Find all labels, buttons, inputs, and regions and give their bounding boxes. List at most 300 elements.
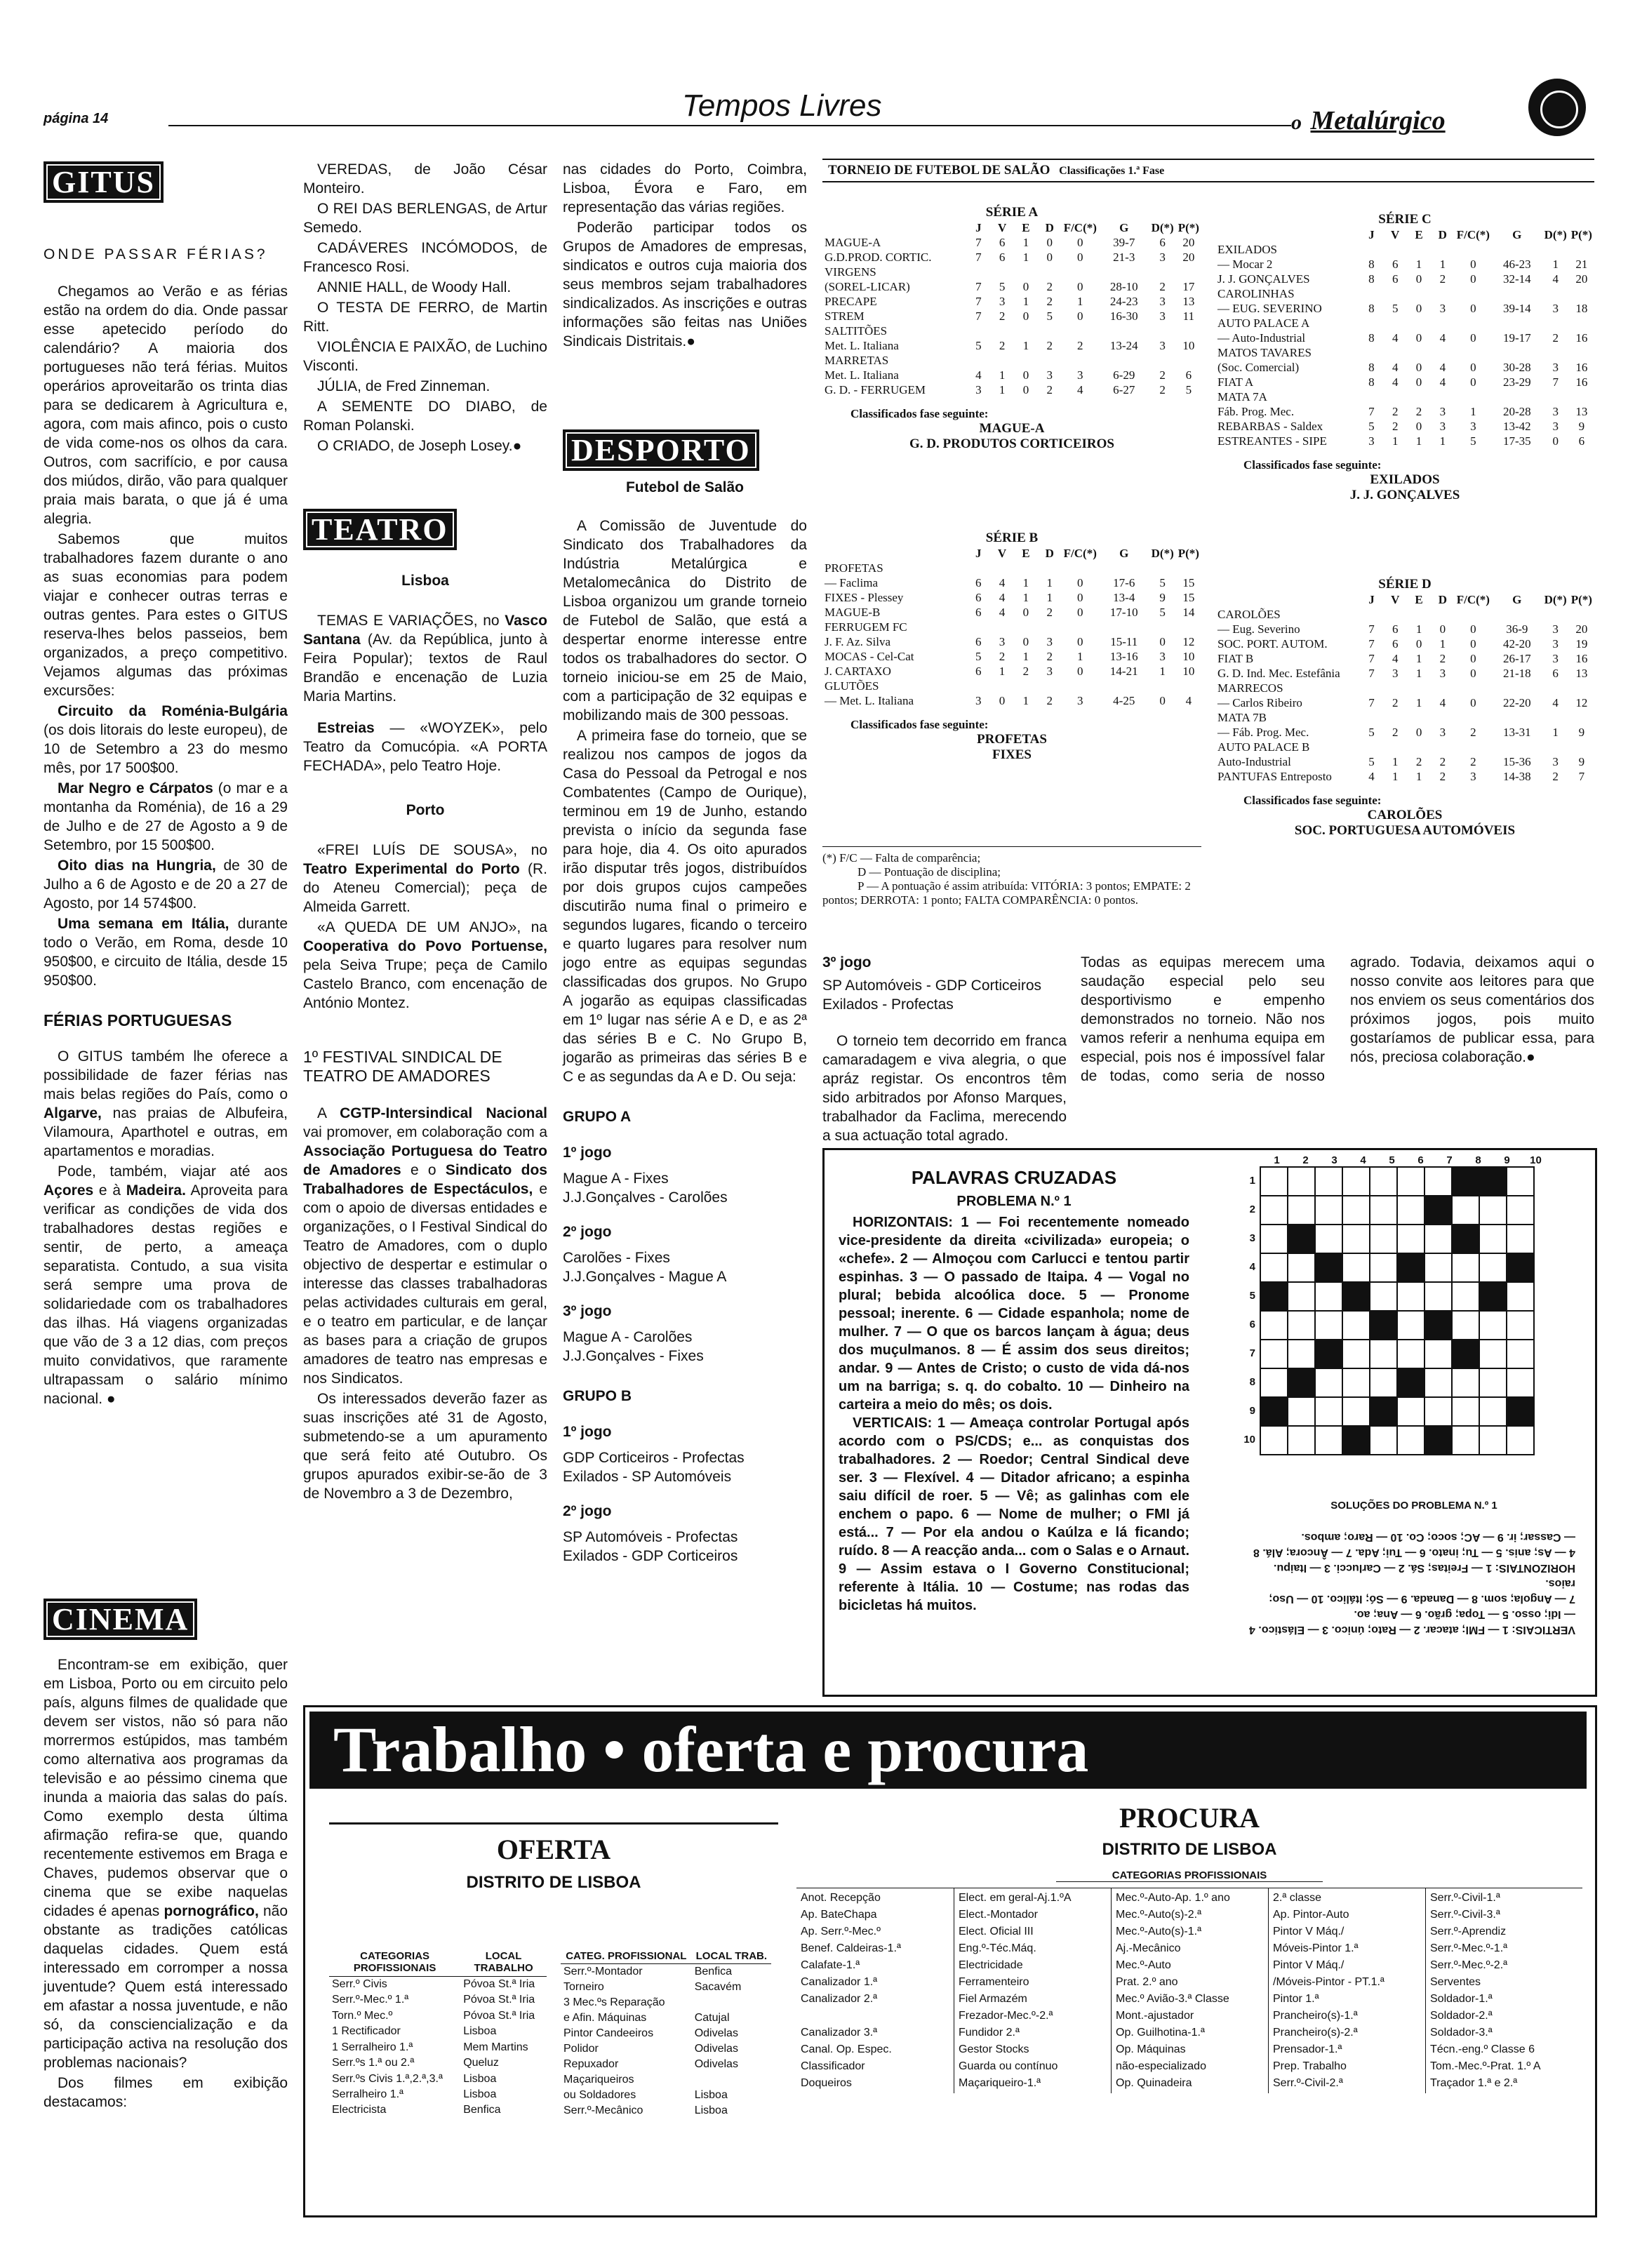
f1-f: Sindicato dos Trabalhadores de Espectáculos, [303,1162,547,1197]
list-item: Pintor 1.ª [1273,1993,1319,2005]
gb-jogo-1: 1º jogo [563,1424,612,1440]
gitus-heading: GITUS [44,161,164,203]
col-header: E [1022,221,1030,234]
table-row [822,575,1201,590]
team-name: — Auto-Industrial [1217,331,1306,345]
job-category: Maçariqueiros [563,2074,634,2086]
stat-cell: 1 [1552,726,1559,739]
stat-cell: 1 [1439,434,1446,448]
stat-cell: 0 [1470,696,1476,709]
stat-cell [1149,620,1176,634]
stat-cell [966,620,990,634]
stat-cell: 2 [1439,272,1446,286]
stat-cell [1360,286,1384,301]
black-cell [1315,1253,1342,1282]
stat-cell: 19-17 [1502,331,1531,345]
stat-cell: 15-11 [1110,635,1138,648]
stat-cell [1492,345,1542,360]
crossword-cell[interactable] [1315,1311,1342,1340]
list-item: Calafate-1.ª [801,1959,860,1971]
stat-cell [1542,316,1569,331]
trabalho-title: Trabalho • oferta e procura [333,1714,1089,1785]
crossword-cell[interactable] [1260,1426,1288,1455]
t3-a: «FREI LUÍS DE SOUSA», no [317,842,547,858]
stat-cell: 46-23 [1502,258,1531,271]
crossword-cell[interactable] [1424,1340,1452,1368]
job-location: Sacavém [694,1981,742,1993]
team-name: CAROLÕES [1217,608,1281,621]
stat-cell [1383,607,1407,622]
stat-cell [1062,323,1099,338]
crossword-cell[interactable] [1370,1340,1397,1368]
stat-cell: 0 [1470,622,1476,636]
procura-column [1268,1888,1425,2093]
crossword-cell[interactable] [1479,1426,1507,1455]
stat-cell [1062,620,1099,634]
table-row [329,2102,547,2119]
stat-cell [1038,561,1062,575]
stat-cell [1431,316,1455,331]
stat-cell: 5 [1159,576,1166,589]
stat-cell [1569,316,1594,331]
gb-match-2b: Exilados - GDP Corticeiros [563,1548,738,1564]
list-item: Serr.º-Civil-2.ª [1273,2077,1343,2089]
stat-cell: 6 [1185,368,1192,382]
stat-cell [1360,345,1384,360]
list-item: Eng.º-Téc.Máq. [959,1942,1036,1954]
crossword-cell[interactable] [1397,1311,1424,1340]
crossword-cell[interactable] [1452,1196,1479,1225]
list-item: Canal. Op. Espec. [801,2043,892,2055]
stat-cell: 13-24 [1109,339,1138,352]
table-row [561,1995,771,2010]
stat-cell: 0 [1415,272,1422,286]
stat-cell: 4 [1392,375,1399,389]
film-1: VEREDAS, de João César Monteiro. [303,161,547,196]
stat-cell: 3 [1439,405,1446,418]
stat-cell: 4 [1392,361,1399,374]
desporto-p1: A Comissão de Juventude do Sindicato dos Trabalhadores da Indústria Metalúrgica e Metalomecânica do Distrito de Lisboa organizou um grande torneio de Futebol de Salão, que está a despertar enorme interesse entre todos os trabalhadores do sector. O torneio iniciou-se em 25 de Maio, com a participação de 32 equipas e mobilizando mais de 300 pessoas. [563,518,807,723]
crossword-cell[interactable] [1342,1253,1370,1282]
crossword-cell[interactable] [1370,1253,1397,1282]
gitus-p1: Chegamos ao Verão e as férias estão na ordem do dia. Onde passar esse apetecido período do calendário? A maioria dos portugueses não terá férias. Muitos operários aproveitarão os trinta dias para se dedicarem à Agricultura e, agora, com mais afinco, pois o custo de vida come-nos os olhos da cara. Outros, com sacrifício, e por causa dos miúdos, dirão, vão para qualquer praia mais barata, o que já é uma alegria. [44,284,288,527]
serie-b [822,531,1201,763]
list-item: Serventes [1430,1976,1481,1988]
stat-cell: 2 [1159,280,1166,293]
desporto-sub: Futebol de Salão [625,479,745,495]
grid-row-number: 10 [1243,1434,1255,1446]
crossword-cell[interactable] [1288,1167,1315,1196]
crossword-cell[interactable] [1315,1426,1342,1455]
stat-cell: 16-30 [1109,309,1138,323]
crossword-cell[interactable] [1288,1311,1315,1340]
festival-continued [563,160,807,352]
stat-cell: 0 [1470,272,1476,286]
crossword-cell[interactable] [1288,1253,1315,1282]
stat-cell: 4 [1439,331,1446,345]
crossword-cell[interactable] [1342,1340,1370,1368]
solution-line-4: 4 — As; anis. 5 — Tu; inato. 6 — Tui; Ada. 7 — Âncora; Alá. 8 — Cassar; ir. 9 — AC; soco; Co. 10 — Raro; ambos. [1253,1531,1575,1559]
brand-logo [1291,97,1446,138]
crossword-cell[interactable] [1260,1253,1288,1282]
black-cell [1507,1397,1534,1426]
stat-cell [1149,353,1176,368]
crossword-cell[interactable] [1479,1196,1507,1225]
stat-cell [1038,620,1062,634]
crossword-cell[interactable] [1315,1225,1342,1253]
procura-column [796,1888,954,2093]
crossword-cell[interactable] [1397,1340,1424,1368]
crossword-cell[interactable] [1507,1225,1534,1253]
stat-cell [990,265,1014,279]
stat-cell: 1 [1159,665,1166,678]
legend-3: P — A pontuação é assim atribuída: VITÓRIA: 3 pontos; EMPATE: 2 pontos; DERROTA: 1 ponto; FALTA COMPARÊNCIA: 0 pontos. [822,879,1191,907]
crossword-cell[interactable] [1342,1196,1370,1225]
black-cell [1452,1225,1479,1253]
stat-cell: 3 [975,694,982,707]
crossword-cell[interactable] [1507,1282,1534,1311]
crossword-title: PALAVRAS CRUZADAS [911,1167,1117,1188]
crossword-cell[interactable] [1260,1340,1288,1368]
list-item: Mec.º-Auto-Ap. 1.º ano [1116,1892,1230,1904]
crossword-cell[interactable] [1479,1397,1507,1426]
table-row [1215,257,1594,272]
crossword-cell[interactable] [1397,1167,1424,1196]
crossword-cell[interactable] [1507,1340,1534,1368]
list-item: Fundidor 2.ª [959,2027,1020,2039]
header-rule [168,125,1291,126]
stat-cell [1542,345,1569,360]
grupo-b-title: GRUPO B [563,1388,632,1404]
union-seal-icon [1528,79,1586,136]
black-cell [1424,1426,1452,1455]
oferta-distrito: DISTRITO DE LISBOA [466,1873,641,1892]
stat-cell: 1 [1022,236,1029,249]
crossword-cell[interactable] [1288,1196,1315,1225]
legend-2: D — Pontuação de disciplina; [858,865,1001,879]
list-item: Prep. Trabalho [1273,2060,1347,2072]
col-header: F/C(*) [1063,221,1097,234]
stat-cell: 6 [1392,622,1399,636]
list-item: Soldador-2.ª [1430,2010,1493,2022]
stat-cell: 2 [1159,383,1166,396]
list-item: Pintor V Máq./ [1273,1926,1345,1937]
stat-cell: 7 [1368,652,1375,665]
job-category: Torn.º Mec.º [332,2009,393,2022]
grid-row-number: 1 [1249,1175,1255,1187]
grid-col-number: 4 [1360,1154,1366,1166]
table-row [822,693,1201,708]
table-row [822,338,1201,353]
table-row [822,620,1201,634]
table-row [329,2055,547,2071]
job-category: Pintor Candeeiros [563,2027,654,2039]
black-cell [1260,1397,1288,1426]
table-row [822,649,1201,664]
crossword-cell[interactable] [1315,1397,1342,1426]
team-name: — Carlos Ribeiro [1217,696,1302,709]
t3-c: (R. do Ateneu Comercial); peça de Almeida Garrett. [303,861,547,915]
team-name: Met. L. Italiana [825,368,899,382]
col-header: F/C(*) [1063,547,1097,560]
table-row [1215,636,1594,651]
stat-cell: 16 [1575,331,1588,345]
list-item: Ap. Serr.º-Mec.º [801,1926,881,1937]
grid-row-number: 5 [1249,1290,1255,1302]
stat-cell: 14-21 [1109,665,1138,678]
crossword-cell[interactable] [1260,1196,1288,1225]
oferta-h3: CATEG. PROFISSIONAL [561,1949,692,1964]
crossword-cell[interactable] [1342,1397,1370,1426]
team-name: J. J. GONÇALVES [1217,272,1310,286]
black-cell [1342,1426,1370,1455]
stat-cell: 23-29 [1502,375,1531,389]
job-category: Repuxador [563,2058,619,2070]
col-header: E [1022,547,1030,560]
crossword-cell[interactable] [1424,1368,1452,1397]
stat-cell [1360,681,1384,695]
stat-cell [1360,740,1384,754]
crossword-cell[interactable] [1397,1397,1424,1426]
stat-cell: 7 [1368,622,1375,636]
black-cell [1424,1196,1452,1225]
crossword-cell[interactable] [1260,1368,1288,1397]
next-phase-label: Classificados fase seguinte: [1243,458,1382,472]
crossword-cell[interactable] [1507,1167,1534,1196]
team-name: MAGUE-B [825,606,881,619]
crossword-cell[interactable] [1397,1196,1424,1225]
stat-cell: 39-7 [1113,236,1135,249]
crossword-cell[interactable] [1342,1167,1370,1196]
crossword-cell[interactable] [1342,1368,1370,1397]
stat-cell [1569,607,1594,622]
crossword-cell[interactable] [1370,1426,1397,1455]
team-name: FIAT A [1217,375,1254,389]
stat-cell: 6 [999,251,1006,264]
job-location: Póvoa St.ª Iria [463,1977,535,1990]
crossword-cell[interactable] [1479,1340,1507,1368]
stat-cell [1014,620,1038,634]
stat-cell: 2 [1046,650,1053,663]
stat-cell: 3 [1159,251,1166,264]
crossword-cell[interactable] [1507,1311,1534,1340]
stat-cell [1383,242,1407,257]
stat-cell [1455,316,1492,331]
crossword-cell[interactable] [1452,1368,1479,1397]
crossword-cell[interactable] [1424,1282,1452,1311]
stat-cell [1492,316,1542,331]
stat-cell [1569,740,1594,754]
team-name: MATA 7A [1217,390,1267,403]
stat-cell: 4 [999,591,1006,604]
stat-cell: 1 [1022,591,1029,604]
stat-cell: 15-36 [1502,755,1531,768]
table-row [822,250,1201,265]
crossword-cell[interactable] [1315,1196,1342,1225]
t2-a: Estreias [317,720,375,736]
crossword-cell[interactable] [1370,1167,1397,1196]
ga-match-2a: Carolões - Fixes [563,1250,670,1266]
stat-cell [990,323,1014,338]
stat-cell [1014,265,1038,279]
page-number: página 14 [44,111,109,126]
team-name: MATA 7B [1217,711,1267,724]
stat-cell: 7 [1578,770,1585,783]
table-row [822,664,1201,679]
f1-d: Associação Portuguesa do Teatro de Amadores [303,1143,547,1178]
stat-cell [1062,265,1099,279]
stat-cell [1455,345,1492,360]
crossword-cell[interactable] [1342,1225,1370,1253]
crossword-cell[interactable] [1370,1368,1397,1397]
team-name: VIRGENS [825,265,876,279]
table-row [561,1980,771,1995]
crossword-cell[interactable] [1507,1368,1534,1397]
crossword-cell[interactable] [1507,1196,1534,1225]
crossword-cell[interactable] [1424,1167,1452,1196]
crossword-cell[interactable] [1315,1368,1342,1397]
crossword-cell[interactable] [1452,1311,1479,1340]
job-location: Póvoa St.ª Iria [463,1994,535,2006]
list-item: Guarda ou contínuo [959,2060,1058,2072]
crossword-cell[interactable] [1479,1311,1507,1340]
stat-cell: 1 [1046,591,1053,604]
crossword-cell[interactable] [1370,1282,1397,1311]
t1-c: (Av. da República, junto à Feira Popular); textos de Raul Brandão e encenação de Luzia Maria Martins. [303,632,547,705]
stat-cell: 17-6 [1113,576,1135,589]
stat-cell: 2 [1392,696,1399,709]
crossword-cell[interactable] [1288,1426,1315,1455]
stat-cell: 0 [1415,420,1422,433]
ga-jogo-3: 3º jogo [563,1303,612,1319]
crossword-cell[interactable] [1479,1253,1507,1282]
cinema-p1 [44,1655,288,2072]
list-item: Elect. Oficial III [959,1926,1034,1937]
table-row [1215,404,1594,419]
crossword-cell[interactable] [1370,1225,1397,1253]
t4-b: Cooperativa do Povo Portuense, [303,938,547,954]
stat-cell: 0 [1415,331,1422,345]
table-row [1215,301,1594,316]
procura-title: PROCURA [1119,1802,1260,1834]
crossword-cell[interactable] [1397,1426,1424,1455]
col-header: D(*) [1151,221,1174,234]
team-name: — Met. L. Italiana [825,694,914,707]
procura-column [1425,1888,1582,2093]
stat-cell [1492,740,1542,754]
qualified-team: MAGUE-A [979,421,1045,436]
crossword-cell[interactable] [1424,1397,1452,1426]
list-item: Canalizador 3.ª [801,2027,878,2039]
stat-cell [1569,710,1594,725]
crossword-cell[interactable] [1424,1253,1452,1282]
crossword-cell[interactable] [1260,1167,1288,1196]
table-row [1215,622,1594,636]
team-name: Auto-Industrial [1217,755,1291,768]
f1-e: e o [401,1162,446,1178]
grid-row-number: 3 [1249,1232,1255,1244]
stat-cell: 7 [975,309,982,323]
vert-text: 1 — Ameaça controlar Portugal após acordo com o PS/CDS; e... as conquistas dos trabalhadores. 2 — Roedor; Central Sindical deve ser. 3 — Flexível. 4 — Ditador africano; a espinha saiu difícil de roer. 5 — Vê; as galinhas com ele enchem o papo. 6 — Nome de mulher; o FMI já está... 7 — Por ela andou o Kaúlza e lá ficando; ruído. 8 — A reacção anda... com o Salas e o Arnaut. 9 — Assim estava o I Governo Constitucional; referente à Itália. 10 — Costume; nas rodas das bicicletas há muitos. [839,1415,1189,1613]
stat-cell: 6 [975,576,982,589]
crossword-cell[interactable] [1397,1225,1424,1253]
stat-cell: 8 [1368,331,1375,345]
stat-cell: 2 [1439,770,1446,783]
job-location: Odivelas [694,2027,738,2039]
film-6: VIOLÊNCIA E PAIXÃO, de Luchino Visconti. [303,339,547,374]
p3-text-a: O GITUS também lhe oferece a possibilidade de fazer férias nas mais belas regiões do País, como o [44,1048,288,1102]
job-location: Póvoa St.ª Iria [463,2009,535,2022]
films-list [303,160,547,457]
team-name: AUTO PALACE B [1217,740,1310,754]
stat-cell: 39-14 [1502,302,1531,315]
job-location: Benfica [463,2104,501,2116]
crossword-cell[interactable] [1260,1225,1288,1253]
crossword-cell[interactable] [1260,1311,1288,1340]
crossword-cell[interactable] [1452,1397,1479,1426]
stat-cell: 13 [1182,295,1195,308]
stat-cell: 1 [1415,434,1422,448]
crossword-cell[interactable] [1452,1282,1479,1311]
crossword-cell[interactable] [1479,1368,1507,1397]
stat-cell [1176,265,1201,279]
table-row [822,368,1201,382]
crossword-cell[interactable] [1288,1397,1315,1426]
table-row [1215,434,1594,448]
stat-cell: 5 [1368,755,1375,768]
crossword-cell[interactable] [1315,1167,1342,1196]
crossword-cell[interactable] [1288,1340,1315,1368]
crossword-cell[interactable] [1397,1282,1424,1311]
crossword-cell[interactable] [1452,1253,1479,1282]
table-row [822,265,1201,279]
f1-b: CGTP-Intersindical Nacional [340,1105,547,1121]
crossword-cell[interactable] [1342,1311,1370,1340]
excursion-3-text: de 30 de Julho a 6 de Agosto e de 20 a 27 de Agosto, por 14 574$00. [44,858,288,912]
crossword-cell[interactable] [1424,1225,1452,1253]
job-location: Lisboa [694,2104,728,2116]
stat-cell [1492,389,1542,404]
table-row [1215,419,1594,434]
crossword-cell[interactable] [1370,1196,1397,1225]
stat-cell: 1 [1392,755,1399,768]
crossword-cell[interactable] [1479,1225,1507,1253]
col-header: J [1368,593,1375,606]
crossword-cell[interactable] [1507,1426,1534,1455]
stat-cell: 2 [1392,420,1399,433]
stat-cell: 5 [1470,434,1476,448]
stat-cell: 1 [1022,650,1029,663]
crossword-cell[interactable] [1288,1282,1315,1311]
torneio-subtitle: Classificações 1.ª Fase [1059,165,1165,177]
list-item: Soldador-1.ª [1430,1993,1493,2005]
col-header: P(*) [1177,547,1199,560]
stat-cell: 0 [1046,236,1053,249]
table-row [1215,375,1594,389]
stat-cell [1542,607,1569,622]
stat-cell: 0 [1077,576,1083,589]
stat-cell: 2 [1415,405,1422,418]
black-cell [1479,1167,1507,1196]
crossword-cell[interactable] [1452,1426,1479,1455]
list-item: Anot. Recepção [801,1892,881,1904]
col-header: J [1368,228,1375,241]
stat-cell: 0 [1022,368,1029,382]
crossword-cell[interactable] [1315,1282,1342,1311]
table-row [822,590,1201,605]
stat-cell [1569,242,1594,257]
grupo-a-title: GRUPO A [563,1109,632,1125]
